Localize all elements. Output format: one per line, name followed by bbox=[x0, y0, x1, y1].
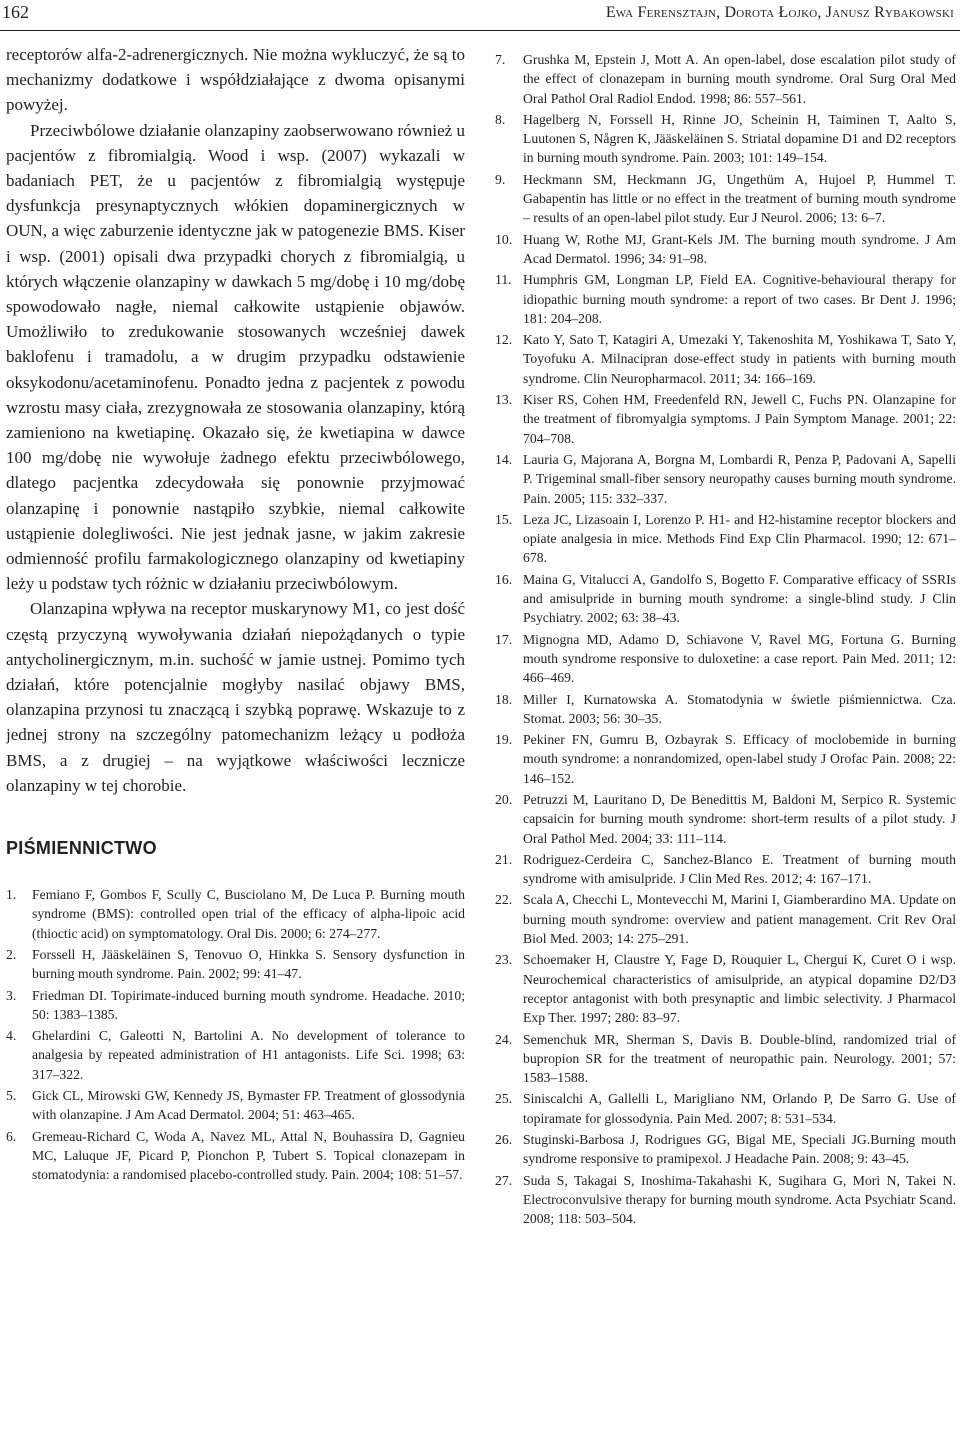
reference-item bbox=[6, 1026, 465, 1084]
reference-text: Siniscalchi A, Gallelli L, Marigliano NM, Orlando P, De Sarro G. Use of topiramate for glossodynia. Pain Med. 2007; 8: 531–534. bbox=[523, 1091, 956, 1126]
reference-number: 13. bbox=[495, 392, 513, 408]
reference-number: 2. bbox=[6, 946, 17, 962]
reference-number: 26. bbox=[495, 1132, 513, 1148]
reference-text: Semenchuk MR, Sherman S, Davis B. Double-blind, randomized trial of bupropion SR for the treatment of neuropathic pain. Neurology. 2001; 57: 1583–1588. bbox=[523, 1031, 956, 1086]
reference-number: 6. bbox=[6, 1128, 17, 1144]
reference-number: 22. bbox=[495, 892, 513, 908]
left-column bbox=[6, 42, 465, 1422]
reference-number: 4. bbox=[6, 1028, 17, 1044]
reference-text: Schoemaker H, Claustre Y, Fage D, Rouquier L, Chergui K, Curet O i wsp. Neurochemical characteristics of amisulpride, an atypical dopamine D2/D3 receptor antagonist with both presynaptic and limbic selectivity. J Pharmacol Exp Ther. 1997; 280: 83–97. bbox=[523, 952, 956, 1026]
reference-item bbox=[495, 630, 956, 688]
reference-text: Lauria G, Majorana A, Borgna M, Lombardi R, Penza P, Padovani A, Sapelli P. Trigeminal small-fiber sensory neuropathy causes burning mouth syndrome. Pain. 2005; 115: 332–337. bbox=[523, 451, 956, 506]
reference-item bbox=[495, 50, 956, 108]
reference-item bbox=[495, 230, 956, 269]
reference-item bbox=[6, 945, 465, 984]
reference-item bbox=[6, 1127, 465, 1185]
reference-item bbox=[495, 330, 956, 388]
reference-text: Humphris GM, Longman LP, Field EA. Cognitive-behavioural therapy for idiopathic burning mouth syndrome: a report of two cases. Br Dent J. 1996; 181: 204–208. bbox=[523, 272, 956, 326]
reference-item bbox=[495, 850, 956, 889]
reference-number: 17. bbox=[495, 631, 513, 647]
reference-number: 24. bbox=[495, 1031, 513, 1047]
reference-item bbox=[6, 986, 465, 1025]
reference-number: 23. bbox=[495, 952, 513, 968]
reference-text: Hagelberg N, Forssell H, Rinne JO, Scheinin H, Taiminen T, Aalto S, Luutonen S, Någren K, Jääskeläinen S. Striatal dopamine D1 and D2 receptors in burning mouth syndrome. Pain. 2003; 101: 149–154. bbox=[523, 111, 956, 166]
reference-item bbox=[495, 390, 956, 448]
reference-number: 7. bbox=[495, 52, 506, 67]
reference-number: 1. bbox=[6, 887, 17, 903]
reference-item bbox=[6, 1086, 465, 1125]
reference-text: Forssell H, Jääskeläinen S, Tenovuo O, Hinkka S. Sensory dysfunction in burning mouth syndrome. Pain. 2002; 99: 41–47. bbox=[32, 946, 465, 982]
reference-item bbox=[495, 270, 956, 328]
reference-item bbox=[495, 170, 956, 228]
reference-text: Ghelardini C, Galeotti N, Bartolini A. No development of tolerance to analgesia by repeated administration of H1 antagonists. Life Sci. 1998; 63: 317–322. bbox=[32, 1028, 465, 1082]
reference-text: Kiser RS, Cohen HM, Freedenfeld RN, Jewell C, Fuchs PN. Olanzapine for the treatment of fibromyalgia symptoms. J Pain Symptom Manage. 2001; 22: 704–708. bbox=[523, 392, 956, 446]
reference-item bbox=[495, 510, 956, 568]
reference-text: Kato Y, Sato T, Katagiri A, Umezaki Y, Takenoshita M, Yoshikawa T, Sato Y, Toyofuku A. Milnacipran dose-effect study in patients with burning mouth syndrome. Clin Neuropharmacol. 2011; 34: 166–169. bbox=[523, 332, 956, 386]
reference-number: 10. bbox=[495, 231, 513, 247]
reference-text: Suda S, Takagai S, Inoshima-Takahashi K, Sugihara G, Mori N, Takei N. Electroconvulsive therapy for burning mouth syndrome. Acta Psychiatr Scand. 2008; 118: 503–504. bbox=[523, 1172, 956, 1227]
reference-item bbox=[495, 950, 956, 1027]
reference-number: 5. bbox=[6, 1088, 17, 1104]
reference-number: 27. bbox=[495, 1172, 513, 1188]
reference-text: Femiano F, Gombos F, Scully C, Busciolano M, De Luca P. Burning mouth syndrome (BMS): controlled open trial of the efficacy of alpha-lipoic acid (thioctic acid) on symptomatology. Oral Dis. 2000; 6: 274–277. bbox=[32, 887, 465, 941]
right-column bbox=[495, 50, 956, 1426]
page-header bbox=[0, 0, 960, 34]
reference-text: Gremeau-Richard C, Woda A, Navez ML, Attal N, Bouhassira D, Gagnieu MC, Laluque JF, Picard P, Pionchon P, Tubert S. Topical clonazepam in stomatodynia: a randomised placebo-controlled study. Pain. 2004; 108: 51–57. bbox=[32, 1128, 465, 1183]
reference-number: 14. bbox=[495, 451, 513, 467]
reference-item bbox=[495, 1089, 956, 1128]
reference-list-left bbox=[6, 885, 465, 1184]
reference-item bbox=[495, 450, 956, 508]
reference-number: 15. bbox=[495, 511, 513, 527]
reference-item bbox=[495, 1171, 956, 1229]
reference-number: 18. bbox=[495, 691, 513, 707]
body-paragraph: Olanzapina wpływa na receptor muskarynowy M1, co jest dość częstą przyczyną wywoływania działań niepożądanych o typie antycholinergicznym, m.in. suchość w jamie ustnej. Pomimo tych działań, które potencjalnie mogłyby nasilać objawy BMS, olanzapina przynosi tu znaczącą i szybką poprawę. Wskazuje to z jednej strony na szczególny patomechanizm leżący u podłoża BMS, a z drugiej – na wyjątkowe właściwości lecznicze olanzapiny w tej chorobie. bbox=[6, 599, 465, 795]
reference-number: 19. bbox=[495, 732, 513, 748]
reference-number: 16. bbox=[495, 571, 513, 587]
reference-number: 8. bbox=[495, 111, 506, 127]
reference-text: Heckmann SM, Heckmann JG, Ungethüm A, Hujoel P, Hummel T. Gabapentin has little or no effect in the treatment of burning mouth syndrome – results of an open-label pilot study. Eur J Neurol. 2006; 13: 6–7. bbox=[523, 171, 956, 226]
reference-number: 21. bbox=[495, 851, 513, 867]
reference-number: 9. bbox=[495, 171, 506, 187]
reference-text: Miller I, Kurnatowska A. Stomatodynia w świetle piśmiennictwa. Cza. Stomat. 2003; 56: 30–35. bbox=[523, 691, 956, 726]
header-rule bbox=[0, 30, 960, 31]
reference-item bbox=[6, 885, 465, 943]
running-head-authors: Ewa Ferensztajn, Dorota Łojko, Janusz Rybakowski bbox=[605, 4, 954, 21]
reference-text: Leza JC, Lizasoain I, Lorenzo P. H1- and H2-histamine receptor blockers and opiate analgesia in mice. Methods Find Exp Clin Pharmacol. 1990; 12: 671–678. bbox=[523, 511, 956, 566]
reference-number: 12. bbox=[495, 332, 513, 348]
reference-item bbox=[495, 690, 956, 729]
reference-text: Scala A, Checchi L, Montevecchi M, Marini I, Giamberardino MA. Update on burning mouth syndrome: overview and patient management. Crit Rev Oral Biol Med. 2003; 14: 275–291. bbox=[523, 892, 956, 947]
reference-text: Gick CL, Mirowski GW, Kennedy JS, Bymaster FP. Treatment of glossodynia with olanzapine. J Am Acad Dermatol. 2004; 51: 463–465. bbox=[32, 1088, 465, 1123]
reference-item bbox=[495, 790, 956, 848]
reference-text: Grushka M, Epstein J, Mott A. An open-label, dose escalation pilot study of the effect of clonazepam in burning mouth syndrome. Oral Surg Oral Med Oral Pathol Oral Radiol Endod. 1998; 86: 557–561. bbox=[523, 52, 956, 106]
page-number: 162 bbox=[2, 2, 29, 22]
reference-item bbox=[495, 1030, 956, 1088]
body-paragraph: Przeciwbólowe działanie olanzapiny zaobserwowano również u pacjentów z fibromialgią. Wood i wsp. (2007) wykazali w badaniach PET, że u pacjentów z fibromialgią występuje dysfunkcja presynaptycznych włókien dopaminergicznych w OUN, a więc zaburzenie identyczne jak w patogenezie BMS. Kiser i wsp. (2001) opisali dwa przypadki chorych z fibromialgią, u których włączenie olanzapiny w dawkach 5 mg/dobę i 10 mg/dobę spowodowało nagłe, niemal całkowite ustąpienie objawów. Umożliwiło to zredukowanie stosowanych wcześniej dawek baklofenu i tramadolu, a w drugim przypadku odstawienie oksykodonu/acetaminofenu. Ponadto jedna z pacjentek z powodu wzrostu masy ciała, zrezygnowała ze stosowania olanzapiny, którą zamieniono na kwetiapinę. Okazało się, że kwetiapina w dawce 100 mg/dobę nie wywołuje żadnego efektu przeciwbólowego, dlatego pacjentka zdecydowała się ponownie przyjmować olanzapinę i ponownie nastąpiło szybkie, niemal całkowite ustąpienie dolegliwości. Nie jest jednak jasne, w jakim zakresie odmienność profilu farmakologicznego olanzapiny od kwetiapiny leży u podstaw tych różnic w działaniu przeciwbólowym. bbox=[6, 120, 465, 594]
references-heading: PIŚMIENNICTWO bbox=[6, 838, 157, 859]
reference-text: Maina G, Vitalucci A, Gandolfo S, Bogetto F. Comparative efficacy of SSRIs and amisulpride in burning mouth syndrome: a single-blind study. J Clin Psychiatry. 2002; 63: 38–43. bbox=[523, 571, 956, 626]
reference-text: Friedman DI. Topirimate-induced burning mouth syndrome. Headache. 2010; 50: 1383–1385. bbox=[32, 987, 465, 1022]
reference-item bbox=[495, 110, 956, 168]
reference-text: Petruzzi M, Lauritano D, De Benedittis M, Baldoni M, Serpico R. Systemic capsaicin for burning mouth syndrome: short-term results of a pilot study. J Oral Pathol Med. 2004; 33: 111–114. bbox=[523, 791, 956, 846]
reference-number: 20. bbox=[495, 791, 513, 807]
reference-item bbox=[495, 1130, 956, 1169]
reference-text: Mignogna MD, Adamo D, Schiavone V, Ravel MG, Fortuna G. Burning mouth syndrome responsive to duloxetine: a case report. Pain Med. 2011; 12: 466–469. bbox=[523, 631, 956, 686]
reference-number: 3. bbox=[6, 987, 17, 1003]
reference-text: Pekiner FN, Gumru B, Ozbayrak S. Efficacy of moclobemide in burning mouth syndrome: a nonrandomized, open-label study J Orofac Pain. 2008; 22: 146–152. bbox=[523, 732, 956, 786]
body-paragraph: receptorów alfa-2-adrenergicznych. Nie można wykluczyć, że są to mechanizmy dodatkowe i współdziałające z dwoma opisanymi powyżej. bbox=[6, 45, 465, 115]
reference-item bbox=[495, 890, 956, 948]
reference-item bbox=[495, 730, 956, 788]
reference-number: 11. bbox=[495, 272, 512, 288]
reference-list-right bbox=[495, 50, 956, 1229]
reference-text: Huang W, Rothe MJ, Grant-Kels JM. The burning mouth syndrome. J Am Acad Dermatol. 1996; 34: 91–98. bbox=[523, 231, 956, 266]
reference-text: Stuginski-Barbosa J, Rodrigues GG, Bigal ME, Speciali JG.Burning mouth syndrome responsive to pramipexol. J Headache Pain. 2008; 9: 43–45. bbox=[523, 1132, 956, 1167]
reference-item bbox=[495, 570, 956, 628]
reference-number: 25. bbox=[495, 1091, 513, 1107]
reference-text: Rodriguez-Cerdeira C, Sanchez-Blanco E. Treatment of burning mouth syndrome with amisulpride. J Clin Med Res. 2012; 4: 167–171. bbox=[523, 851, 956, 887]
